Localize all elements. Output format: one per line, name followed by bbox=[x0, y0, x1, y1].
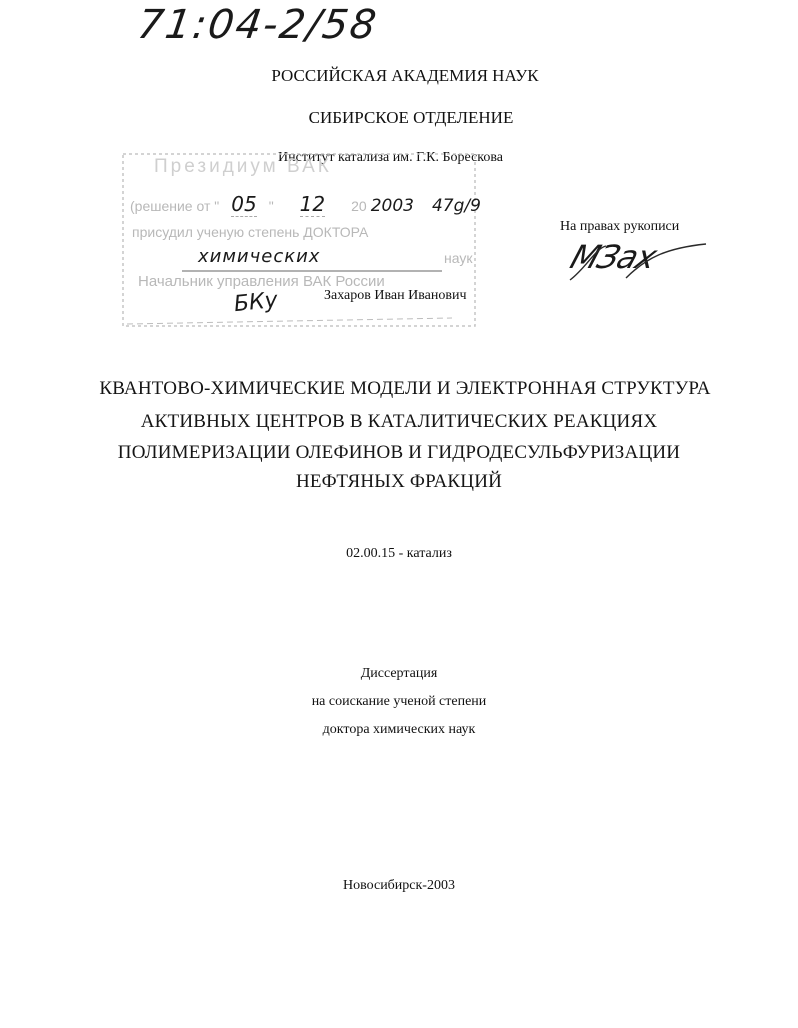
degree-line-3: доктора химических наук bbox=[322, 722, 476, 737]
institute-name: Институт катализа им. Г.К. Борескова bbox=[278, 150, 504, 165]
specialty-code: 02.00.15 - катализ bbox=[346, 546, 452, 561]
author-signature: МЗах bbox=[565, 238, 661, 276]
academy-name: РОССИЙСКАЯ АКАДЕМИЯ НАУК bbox=[271, 66, 539, 85]
author-name: Захаров Иван Иванович bbox=[324, 288, 467, 303]
branch-name: СИБИРСКОЕ ОТДЕЛЕНИЕ bbox=[308, 108, 514, 127]
degree-line-1: Диссертация bbox=[360, 666, 438, 681]
stamp-degree-line: присудил ученую степень ДОКТОРА bbox=[132, 224, 369, 240]
stamp-year-prefix: 20 bbox=[351, 198, 367, 214]
stamp-year: 2003 bbox=[370, 196, 414, 216]
title-line-4: НЕФТЯНЫХ ФРАКЦИЙ bbox=[295, 471, 503, 492]
archive-code: 71:04-2/58 bbox=[134, 2, 381, 48]
stamp-decision-prefix: (решение от " bbox=[130, 198, 220, 214]
stamp-line-presidium: Президиум ВАК bbox=[154, 156, 332, 177]
title-line-2: АКТИВНЫХ ЦЕНТРОВ В КАТАЛИТИЧЕСКИХ РЕАКЦИЯХ bbox=[140, 411, 658, 432]
title-line-3: ПОЛИМЕРИЗАЦИИ ОЛЕФИНОВ И ГИДРОДЕСУЛЬФУРИЗАЦИИ bbox=[117, 442, 681, 463]
stamp-quote: " bbox=[268, 198, 274, 214]
stamp-field-suffix: наук bbox=[444, 250, 473, 266]
signature-stroke bbox=[566, 238, 716, 288]
stamp-field-handwritten: химических bbox=[198, 246, 321, 267]
stamp-decision-line bbox=[130, 192, 481, 216]
stamp-chief-line: Начальник управления ВАК России bbox=[138, 273, 385, 290]
degree-line-2: на соискание ученой степени bbox=[311, 694, 487, 709]
stamp-day: 05 bbox=[231, 192, 257, 216]
rights-label: На правах рукописи bbox=[560, 219, 680, 234]
stamp-initials: БКу bbox=[232, 287, 279, 318]
stamp-number: 47g/9 bbox=[431, 196, 481, 216]
stamp-month: 12 bbox=[299, 192, 326, 216]
title-line-1: КВАНТОВО-ХИМИЧЕСКИЕ МОДЕЛИ И ЭЛЕКТРОННАЯ СТРУКТУРА bbox=[99, 378, 711, 399]
city-year: Новосибирск-2003 bbox=[343, 878, 455, 893]
